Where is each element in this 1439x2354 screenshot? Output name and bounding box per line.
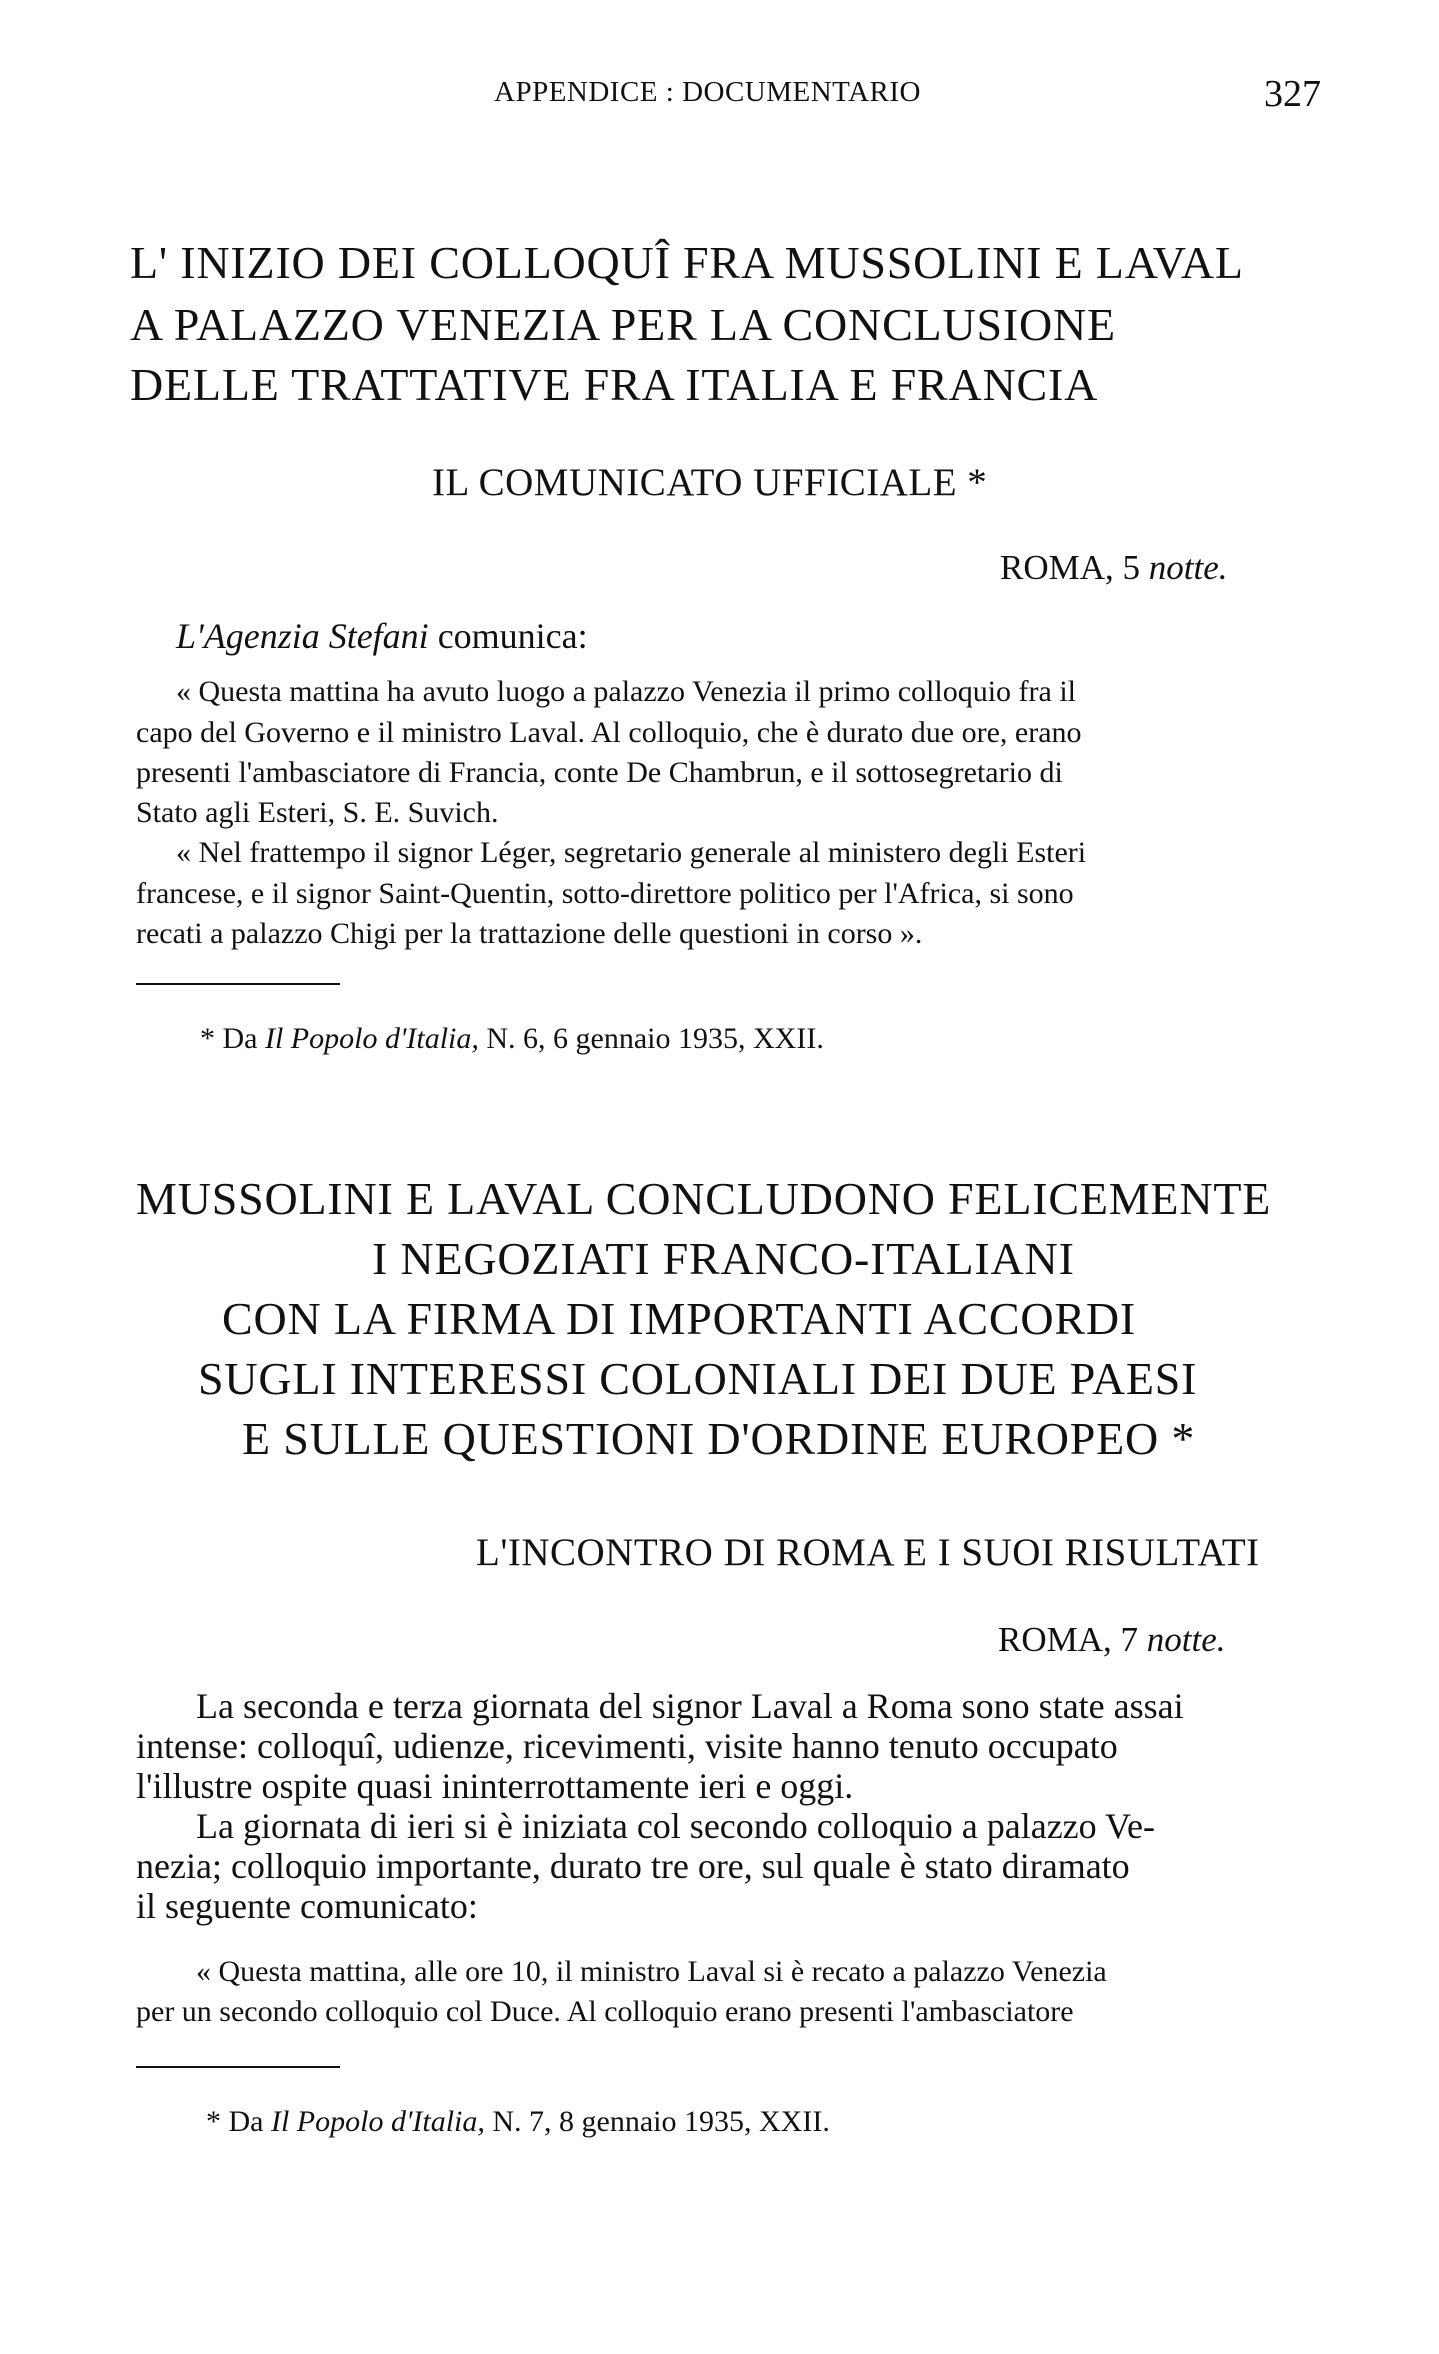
paragraph1-line: Stato agli Esteri, S. E. Suvich. (136, 796, 499, 829)
article2-dateline (998, 1620, 1226, 1660)
paragraph1-line: presenti l'ambasciatore di Francia, conte De Chambrun, e il sottosegretario di (136, 756, 1063, 789)
paragraph2-line: recati a palazzo Chigi per la trattazione delle questioni in corso ». (136, 917, 923, 950)
newspaper-name: Il Popolo d'Italia, (270, 2105, 485, 2138)
article2-title-line-5: E SULLE QUESTIONI D'ORDINE EUROPEO * (242, 1413, 1196, 1464)
article2-footnote (206, 2105, 830, 2139)
article2-quote-line: per un secondo colloquio col Duce. Al colloquio erano presenti l'ambasciatore (136, 1995, 1074, 2028)
footnote-issue: N. 6, 6 gennaio 1935, XXII. (486, 1022, 824, 1055)
footnote-issue: N. 7, 8 gennaio 1935, XXII. (492, 2105, 830, 2138)
dateline-time: notte. (1146, 1620, 1226, 1659)
running-head: APPENDICE : DOCUMENTARIO (494, 76, 921, 108)
article2-title-line-3: CON LA FIRMA DI IMPORTANTI ACCORDI (222, 1293, 1137, 1344)
article1-title-line-1: L' INIZIO DEI COLLOQUÎ FRA MUSSOLINI E LAVAL (130, 237, 1244, 288)
article2-quote-line: « Questa mattina, alle ore 10, il ministro Laval si è recato a palazzo Venezia (196, 1955, 1107, 1988)
dateline-place: ROMA, 7 (998, 1620, 1139, 1659)
footnote-rule (136, 2066, 340, 2068)
paragraph2-line: francese, e il signor Saint-Quentin, sotto-direttore politico per l'Africa, si sono (136, 877, 1074, 910)
article1-footnote (200, 1022, 824, 1056)
article1-title-line-2: A PALAZZO VENEZIA PER LA CONCLUSIONE (130, 299, 1116, 350)
paragraph2-line: « Nel frattempo il signor Léger, segretario generale al ministero degli Esteri (176, 836, 1087, 869)
dateline-time: notte. (1148, 548, 1228, 587)
page-number: 327 (1264, 73, 1321, 115)
article1-title-line-3: DELLE TRATTATIVE FRA ITALIA E FRANCIA (130, 359, 1099, 410)
article1-dateline (1000, 548, 1228, 588)
article2-subtitle: L'INCONTRO DI ROMA E I SUOI RISULTATI (476, 1531, 1260, 1574)
agency-name: L'Agenzia Stefani (176, 616, 429, 656)
article2-body-line: La giornata di ieri si è iniziata col secondo colloquio a palazzo Ve- (196, 1806, 1155, 1846)
article2-title-line-1: MUSSOLINI E LAVAL CONCLUDONO FELICEMENTE (136, 1173, 1272, 1224)
article2-title-line-4: SUGLI INTERESSI COLONIALI DEI DUE PAESI (198, 1353, 1198, 1404)
footnote-marker: * (206, 2105, 221, 2138)
newspaper-name: Il Popolo d'Italia, (264, 1022, 479, 1055)
paragraph1-line: capo del Governo e il ministro Laval. Al colloquio, che è durato due ore, erano (136, 716, 1082, 749)
article1-intro (176, 615, 588, 657)
dateline-place: ROMA, 5 (1000, 548, 1141, 587)
footnote-prefix: Da (228, 2105, 264, 2138)
article2-body-line: intense: colloquî, udienze, ricevimenti, visite hanno tenuto occupato (136, 1726, 1118, 1766)
article2-body-line: il seguente comunicato: (136, 1886, 478, 1926)
footnote-marker: * (200, 1022, 215, 1055)
article2-body-line: l'illustre ospite quasi ininterrottamente ieri e oggi. (136, 1766, 854, 1806)
footnote-rule (136, 983, 340, 985)
article2-title-line-2: I NEGOZIATI FRANCO-ITALIANI (372, 1233, 1075, 1284)
article2-body-line: La seconda e terza giornata del signor Laval a Roma sono state assai (196, 1686, 1184, 1726)
article1-subtitle: IL COMUNICATO UFFICIALE * (432, 461, 988, 504)
intro-verb: comunica: (437, 616, 588, 656)
footnote-prefix: Da (222, 1022, 258, 1055)
article2-body-line: nezia; colloquio importante, durato tre ore, sul quale è stato diramato (136, 1846, 1130, 1886)
paragraph1-line: « Questa mattina ha avuto luogo a palazzo Venezia il primo colloquio fra il (176, 675, 1076, 708)
